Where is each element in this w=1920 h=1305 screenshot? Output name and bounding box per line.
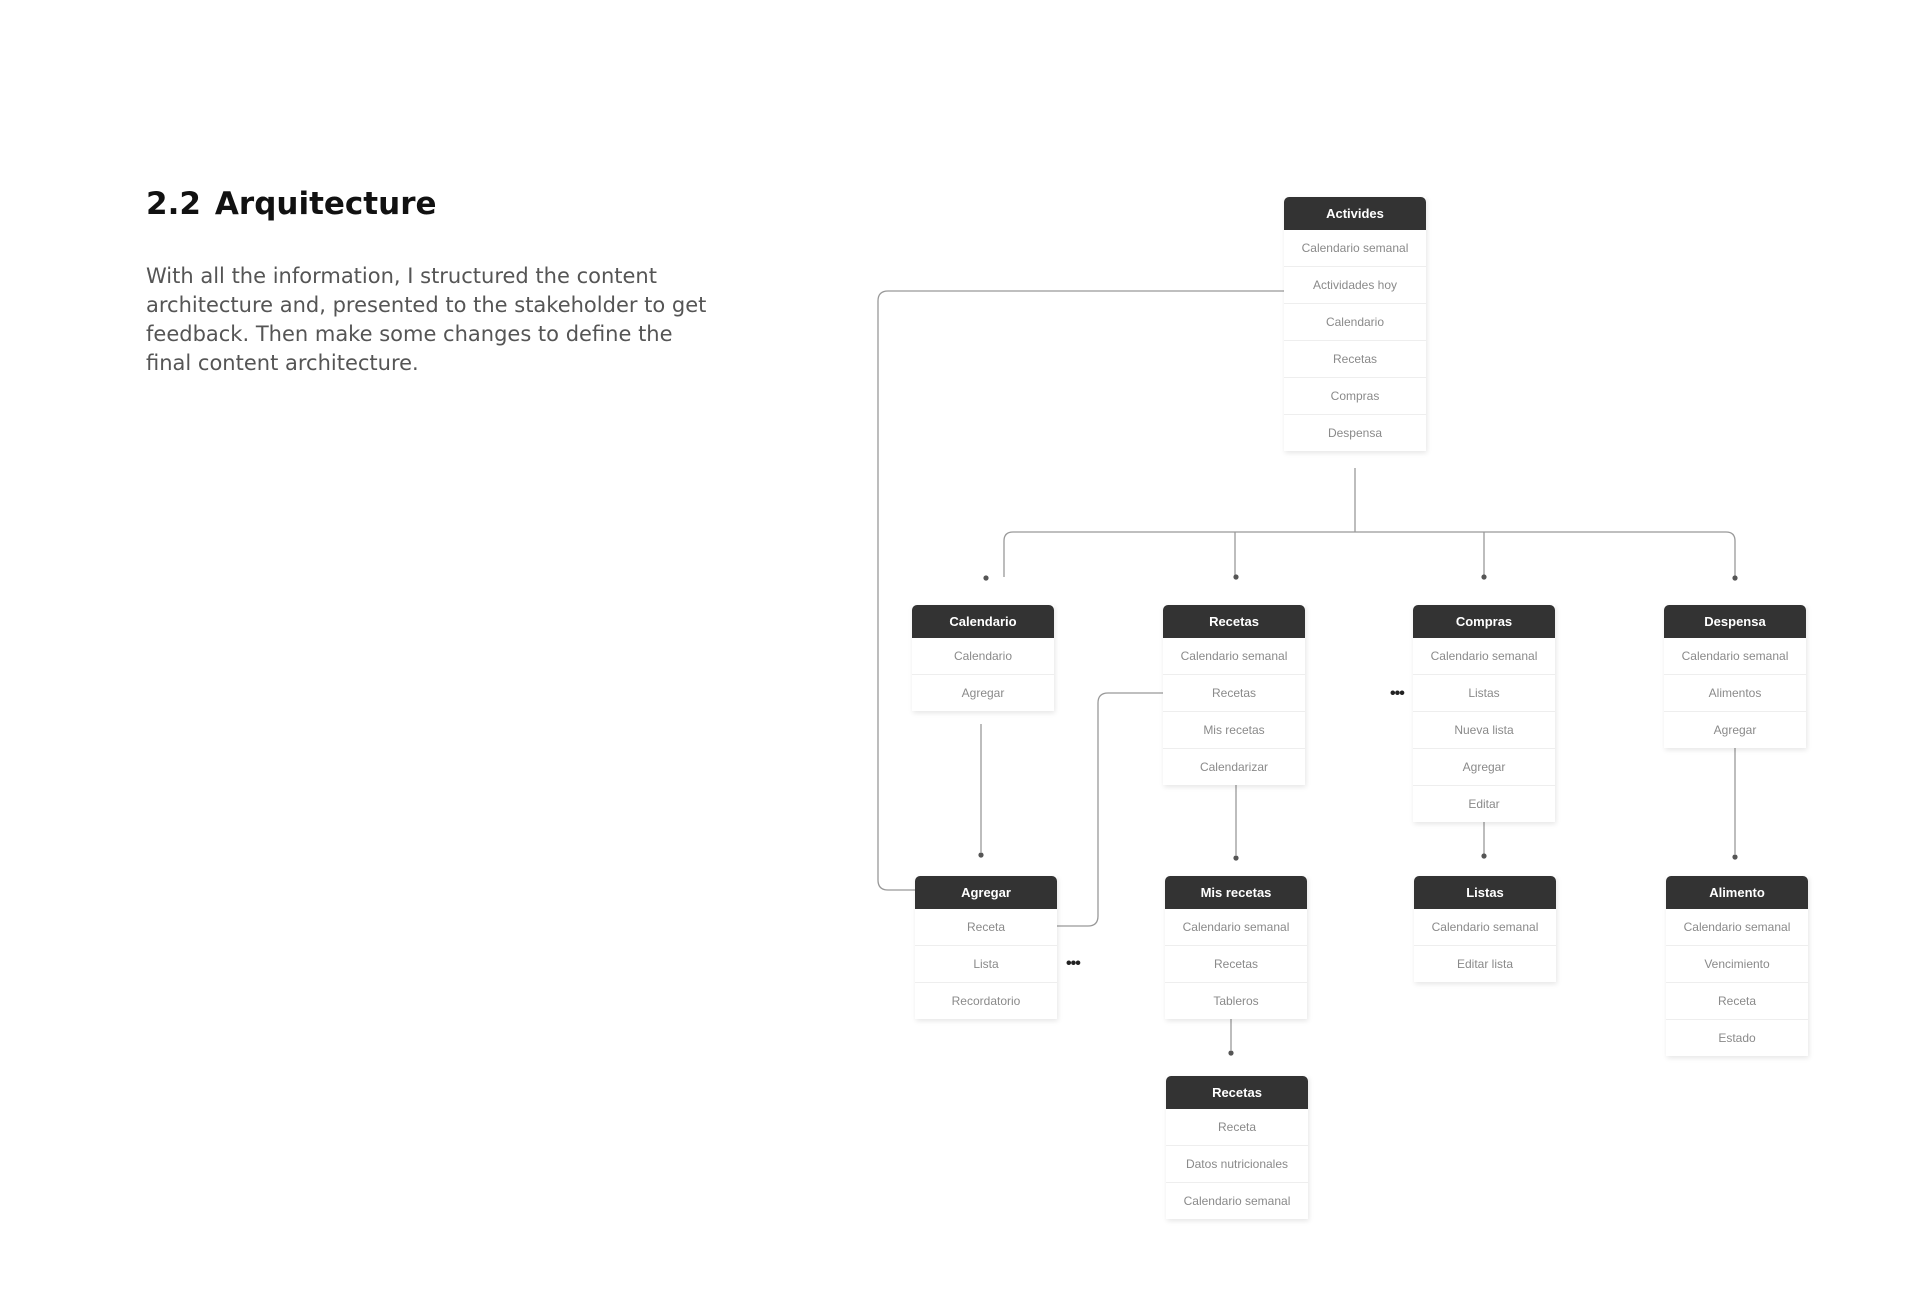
card-item: Calendario semanal xyxy=(1183,1194,1291,1208)
card-item: Calendario semanal xyxy=(1413,638,1555,675)
card-item: Tableros xyxy=(1213,994,1259,1008)
card-activides xyxy=(1284,197,1426,451)
more-ellipsis-icon: ••• xyxy=(1066,955,1080,972)
section-heading: Arquitecture xyxy=(214,186,437,222)
card-item: Calendario semanal xyxy=(1284,230,1426,267)
card-item: Calendario semanal xyxy=(1414,909,1556,946)
card-alimento-title: Alimento xyxy=(1666,876,1808,909)
connector-dot xyxy=(1233,574,1238,579)
connector-level1-bar xyxy=(1004,532,1735,577)
card-listas xyxy=(1414,876,1556,982)
card-item: Despensa xyxy=(1327,426,1383,440)
connector-dot xyxy=(1732,575,1737,580)
card-item: Calendario semanal xyxy=(1666,909,1808,946)
connector-actividades-agregar xyxy=(878,291,1284,890)
card-compras xyxy=(1413,605,1555,822)
card-mis-recetas-title: Mis recetas xyxy=(1165,876,1307,909)
connector-dot xyxy=(978,852,983,857)
card-listas-title: Listas xyxy=(1414,876,1556,909)
card-item: Actividades hoy xyxy=(1284,267,1426,304)
card-mis-recetas xyxy=(1165,876,1307,1019)
card-item: Recordatorio xyxy=(951,994,1021,1008)
card-calendario xyxy=(912,605,1054,711)
card-item: Lista xyxy=(915,946,1057,983)
card-item: Receta xyxy=(915,909,1057,946)
connector-receta-recetas xyxy=(1057,693,1169,926)
connector-dot xyxy=(1481,853,1486,858)
card-recetas-detail-title: Recetas xyxy=(1166,1076,1308,1109)
card-item: Editar xyxy=(1468,797,1500,811)
card-item: Compras xyxy=(1284,378,1426,415)
card-recetas-detail xyxy=(1166,1076,1308,1219)
card-item: Nueva lista xyxy=(1413,712,1555,749)
card-item: Mis recetas xyxy=(1163,712,1305,749)
card-recetas-title: Recetas xyxy=(1163,605,1305,638)
card-item: Recetas xyxy=(1284,341,1426,378)
card-item: Agregar xyxy=(1413,749,1555,786)
card-calendario-title: Calendario xyxy=(912,605,1054,638)
card-item: Calendario semanal xyxy=(1163,638,1305,675)
card-item: Vencimiento xyxy=(1666,946,1808,983)
card-item: Estado xyxy=(1718,1031,1756,1045)
card-alimento xyxy=(1666,876,1808,1056)
card-agregar xyxy=(915,876,1057,1019)
card-activides-title: Activides xyxy=(1284,197,1426,230)
card-item: Alimentos xyxy=(1664,675,1806,712)
card-recetas xyxy=(1163,605,1305,785)
card-item: Calendario xyxy=(912,638,1054,675)
connector-dot xyxy=(1481,574,1486,579)
card-item: Receta xyxy=(1666,983,1808,1020)
card-item: Listas xyxy=(1413,675,1555,712)
more-ellipsis-icon: ••• xyxy=(1390,685,1404,702)
card-item: Editar lista xyxy=(1456,957,1514,971)
card-item: Calendario semanal xyxy=(1664,638,1806,675)
section-number: 2.2 xyxy=(146,186,201,222)
card-agregar-title: Agregar xyxy=(915,876,1057,909)
card-compras-title: Compras xyxy=(1413,605,1555,638)
card-item: Recetas xyxy=(1165,946,1307,983)
connector-dot xyxy=(1732,854,1737,859)
card-item: Receta xyxy=(1166,1109,1308,1146)
card-despensa xyxy=(1664,605,1806,748)
card-item: Calendarizar xyxy=(1199,760,1269,774)
card-item: Calendario semanal xyxy=(1165,909,1307,946)
connector-dot xyxy=(983,575,988,580)
card-item: Calendario xyxy=(1284,304,1426,341)
card-despensa-title: Despensa xyxy=(1664,605,1806,638)
connector-dot xyxy=(1233,855,1238,860)
card-item: Datos nutricionales xyxy=(1166,1146,1308,1183)
card-item: Agregar xyxy=(961,686,1005,700)
section-description: With all the information, I structured the content architecture and, presented to the stakeholder to get feedback. Then make some changes to define the final content architecture. xyxy=(146,264,707,375)
card-item: Agregar xyxy=(1713,723,1757,737)
card-item: Recetas xyxy=(1163,675,1305,712)
connector-dot xyxy=(1228,1050,1233,1055)
